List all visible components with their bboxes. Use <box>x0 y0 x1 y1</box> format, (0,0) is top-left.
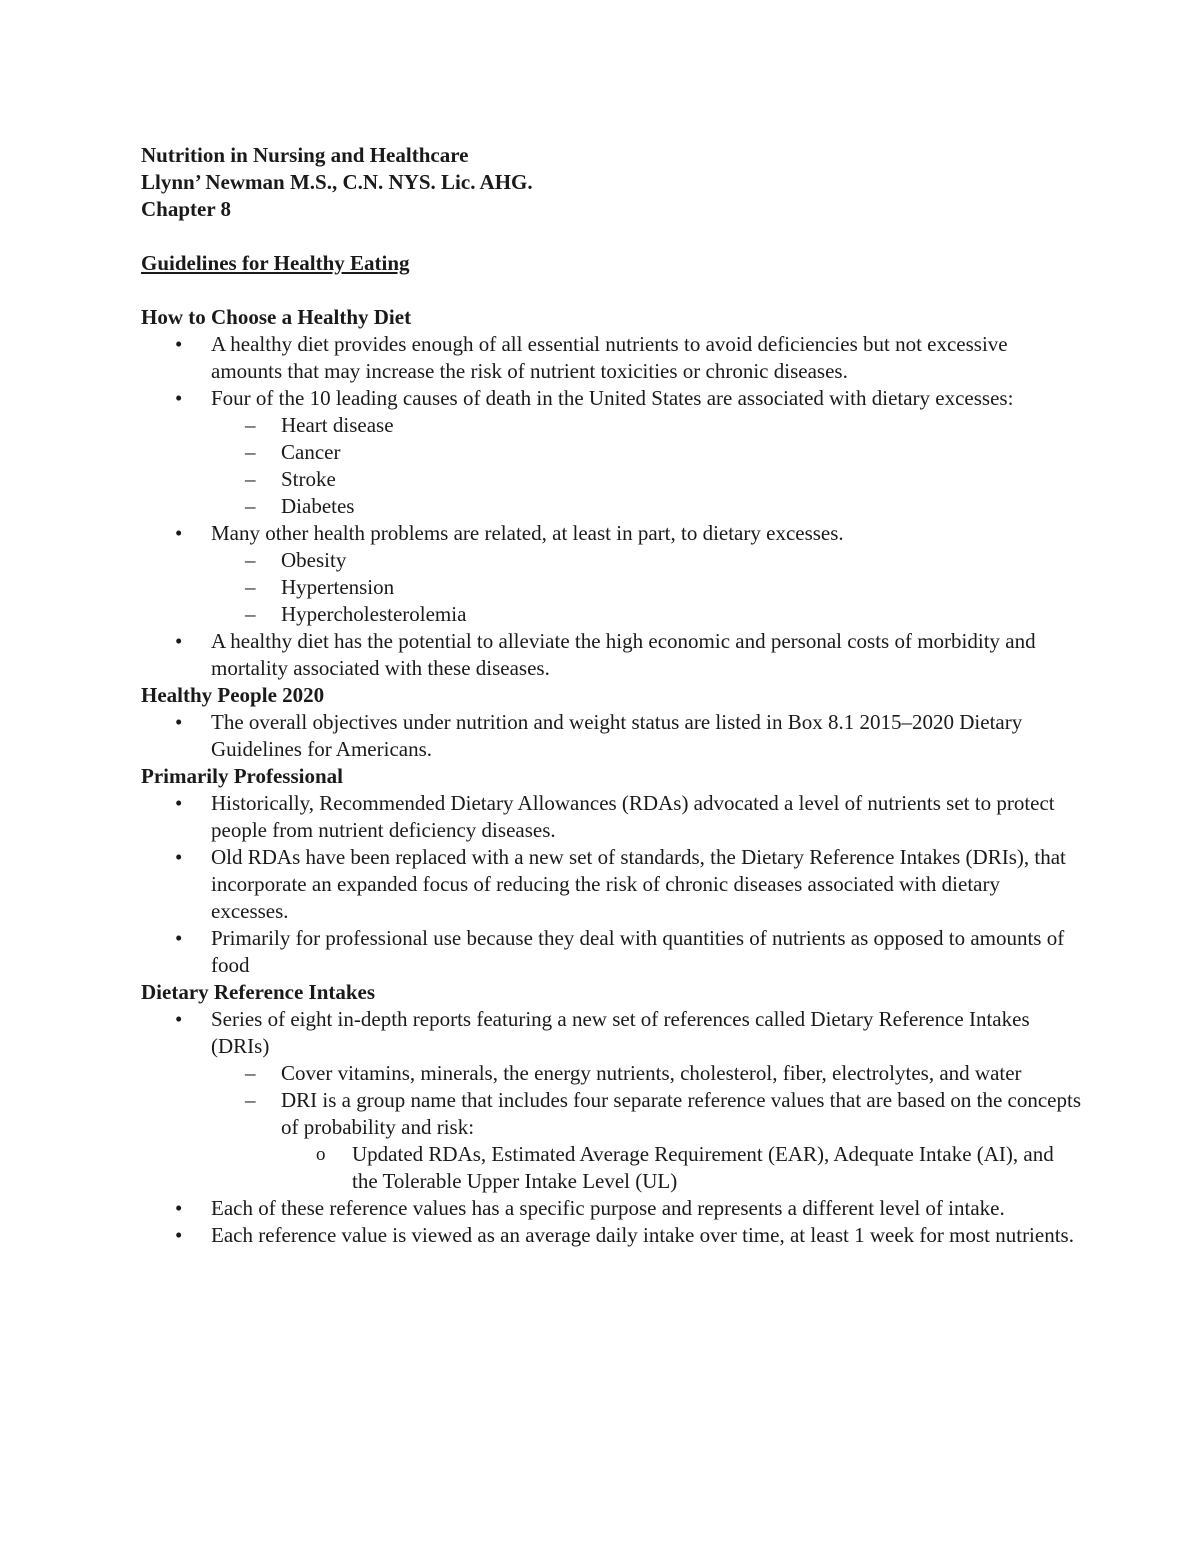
sub-list-item: – Cover vitamins, minerals, the energy nutrients, cholesterol, fiber, electrolytes, and water <box>245 1061 1022 1085</box>
dash-marker: – <box>245 467 256 491</box>
bullet-marker: • <box>175 845 183 869</box>
bullet-marker: • <box>175 710 183 734</box>
dash-marker: – <box>245 1061 256 1085</box>
bullet-marker: • <box>175 1196 183 1220</box>
section-heading-healthy-people: Healthy People 2020 <box>141 683 325 707</box>
spacer <box>141 277 1081 304</box>
dash-marker: – <box>245 413 256 437</box>
list-item: • Four of the 10 leading causes of death in the United States are associated with dietary excesses: <box>175 386 1014 410</box>
author-line: Llynn’ Newman M.S., C.N. NYS. Lic. AHG. <box>141 170 533 194</box>
section-heading-healthy-diet: How to Choose a Healthy Diet <box>141 305 412 329</box>
bullet-marker: • <box>175 926 183 950</box>
bullet-marker: • <box>175 791 183 815</box>
list-item: • Each of these reference values has a specific purpose and represents a different level of intake. <box>175 1196 1005 1220</box>
list-item: • Each reference value is viewed as an average daily intake over time, at least 1 week for most nutrients. <box>175 1223 1074 1247</box>
list-item: • Historically, Recommended Dietary Allowances (RDAs) advocated a level of nutrients set to protect people from nutrient deficiency diseases. <box>175 791 1055 842</box>
section-list-dietary-reference-intakes <box>141 1006 1081 1249</box>
section-list-healthy-people <box>141 709 1081 763</box>
sub-list-item: – Obesity <box>245 548 347 572</box>
bullet-marker: • <box>175 386 183 410</box>
document-title: Guidelines for Healthy Eating <box>141 251 410 275</box>
dash-marker: – <box>245 1088 256 1112</box>
circle-marker: o <box>316 1144 326 1165</box>
section-list-healthy-diet <box>141 331 1081 682</box>
list-item: • A healthy diet has the potential to alleviate the high economic and personal costs of morbidity and mortality associated with these diseases. <box>175 629 1036 680</box>
dash-marker: – <box>245 602 256 626</box>
list-item: • Series of eight in-depth reports featuring a new set of references called Dietary Reference Intakes (DRIs) <box>175 1007 1030 1058</box>
dash-marker: – <box>245 548 256 572</box>
sub-sub-list-item: o Updated RDAs, Estimated Average Requirement (EAR), Adequate Intake (AI), and the Tolerable Upper Intake Level (UL) <box>316 1142 1054 1193</box>
section-heading-primarily-professional: Primarily Professional <box>141 764 343 788</box>
sub-list-item: – Stroke <box>245 467 336 491</box>
list-item: • Primarily for professional use because they deal with quantities of nutrients as opposed to amounts of food <box>175 926 1065 977</box>
spacer <box>141 223 1081 250</box>
bullet-marker: • <box>175 629 183 653</box>
bullet-marker: • <box>175 521 183 545</box>
sub-list-item: – Heart disease <box>245 413 394 437</box>
chapter-label: Chapter 8 <box>141 197 232 221</box>
sub-list-item: – Hypercholesterolemia <box>245 602 467 626</box>
section-heading-dietary-reference-intakes: Dietary Reference Intakes <box>141 980 376 1004</box>
bullet-marker: • <box>175 1007 183 1031</box>
sub-list-item: – Diabetes <box>245 494 355 518</box>
dash-marker: – <box>245 575 256 599</box>
section-list-primarily-professional <box>141 790 1081 979</box>
bullet-marker: • <box>175 332 183 356</box>
sub-list-item: – DRI is a group name that includes four separate reference values that are based on the concepts of probability and risk: <box>245 1088 1081 1139</box>
sub-list-item: – Cancer <box>245 440 341 464</box>
course-title: Nutrition in Nursing and Healthcare <box>141 143 469 167</box>
list-item: • The overall objectives under nutrition and weight status are listed in Box 8.1 2015–2020 Dietary Guidelines for Americans. <box>175 710 1023 761</box>
list-item: • Old RDAs have been replaced with a new set of standards, the Dietary Reference Intakes (DRIs), that incorporate an expanded focus of reducing the risk of chronic diseases associated with dietary excesses. <box>175 845 1066 923</box>
bullet-marker: • <box>175 1223 183 1247</box>
list-item: • Many other health problems are related, at least in part, to dietary excesses. <box>175 521 844 545</box>
dash-marker: – <box>245 440 256 464</box>
dash-marker: – <box>245 494 256 518</box>
document-page <box>141 142 1081 1249</box>
sub-list-item: – Hypertension <box>245 575 395 599</box>
list-item: • A healthy diet provides enough of all essential nutrients to avoid deficiencies but not excessive amounts that may increase the risk of nutrient toxicities or chronic diseases. <box>175 332 1008 383</box>
